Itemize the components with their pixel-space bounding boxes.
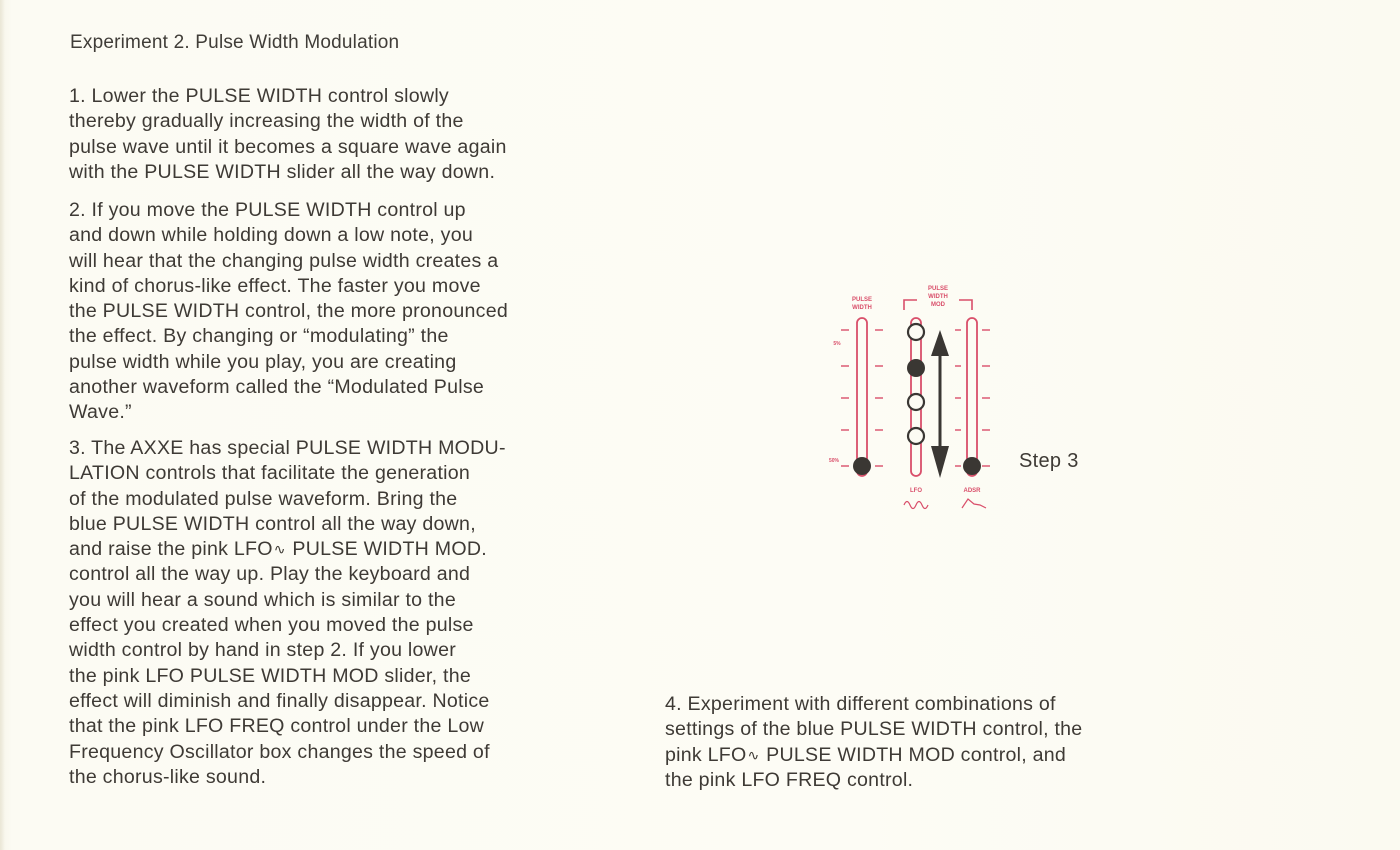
pwm-label: PULSE <box>927 286 949 292</box>
percent-bottom-label: 50% <box>828 458 840 464</box>
percent-top-label: 5% <box>833 341 841 347</box>
text-line: you will hear a sound which is similar to the <box>69 588 456 611</box>
text-line: pulse wave until it becomes a square wave again <box>69 135 507 158</box>
text-line <box>69 537 629 562</box>
text-line: kind of chorus-like effect. The faster you move <box>69 274 481 297</box>
text-line: of the modulated pulse waveform. Bring the <box>69 487 458 510</box>
text-segment: PULSE WIDTH MOD. <box>286 538 487 561</box>
lfo-wave-icon: ∿ <box>747 746 760 763</box>
text-line: 3. The AXXE has special PULSE WIDTH MODU- <box>69 437 506 459</box>
text-line: control all the way up. Play the keyboard and <box>69 563 471 586</box>
text-line <box>665 743 1225 768</box>
text-line: Frequency Oscillator box changes the speed of <box>69 740 490 763</box>
step-1-paragraph <box>69 84 629 185</box>
text-line: settings of the blue PULSE WIDTH control, the <box>665 718 1083 741</box>
text-line: with the PULSE WIDTH slider all the way down. <box>69 160 496 183</box>
lfo-position-open-marker <box>908 428 924 444</box>
text-line: the pink LFO PULSE WIDTH MOD slider, the <box>69 664 471 687</box>
text-line: will hear that the changing pulse width creates a <box>69 249 499 272</box>
lfo-pwm-knob <box>907 359 925 377</box>
adsr-pwm-slider-track <box>967 318 977 476</box>
text-line: the effect. By changing or “modulating” the <box>69 325 449 348</box>
up-down-arrow-icon <box>931 330 949 478</box>
step-2-paragraph <box>69 198 629 426</box>
text-line: effect will diminish and finally disappear. Notice <box>69 689 490 712</box>
text-line: the pink LFO FREQ control. <box>665 768 914 791</box>
lfo-position-open-marker <box>908 394 924 410</box>
lfo-position-open-marker <box>908 324 924 340</box>
text-line: blue PULSE WIDTH control all the way down, <box>69 512 476 535</box>
adsr-pwm-knob <box>963 457 981 475</box>
step-3-label: Step 3 <box>1019 450 1079 472</box>
text-segment: pink LFO <box>665 743 747 766</box>
text-line: and down while holding down a low note, you <box>69 224 473 247</box>
text-line: 2. If you move the PULSE WIDTH control up <box>69 199 466 221</box>
step-3-paragraph <box>69 436 629 790</box>
page-edge <box>0 0 5 850</box>
pwm-label: MOD <box>931 302 945 308</box>
pulse-width-slider-track <box>857 318 867 476</box>
sine-wave-icon <box>904 502 928 509</box>
text-line: another waveform called the “Modulated Pulse <box>69 376 485 399</box>
step-4-paragraph <box>665 692 1225 793</box>
text-line: thereby gradually increasing the width of the <box>69 110 464 133</box>
text-segment: PULSE WIDTH MOD control, and <box>760 743 1067 766</box>
experiment-heading: Experiment 2. Pulse Width Modulation <box>70 32 400 53</box>
pulse-width-knob <box>853 457 871 475</box>
text-segment: and raise the pink LFO <box>69 538 273 561</box>
text-line: pulse width while you play, you are creating <box>69 350 457 373</box>
slider-diagram <box>820 270 1020 520</box>
text-line: effect you created when you moved the pulse <box>69 614 474 637</box>
text-line: 1. Lower the PULSE WIDTH control slowly <box>69 85 449 107</box>
adsr-label: ADSR <box>963 488 981 494</box>
text-line: Wave.” <box>69 401 132 424</box>
text-line: 4. Experiment with different combinations of <box>665 693 1056 715</box>
text-line: the chorus-like sound. <box>69 765 267 788</box>
text-line: LATION controls that facilitate the generation <box>69 462 471 485</box>
text-line: width control by hand in step 2. If you lower <box>69 639 457 662</box>
lfo-label: LFO <box>910 488 922 494</box>
lfo-wave-icon: ∿ <box>273 541 286 558</box>
pwm-label: WIDTH <box>928 294 948 300</box>
pulse-width-label: PULSE <box>851 297 873 303</box>
text-line: that the pink LFO FREQ control under the Low <box>69 715 485 738</box>
envelope-icon <box>962 499 986 508</box>
text-line: the PULSE WIDTH control, the more pronounced <box>69 300 508 323</box>
pulse-width-label: WIDTH <box>852 305 872 311</box>
